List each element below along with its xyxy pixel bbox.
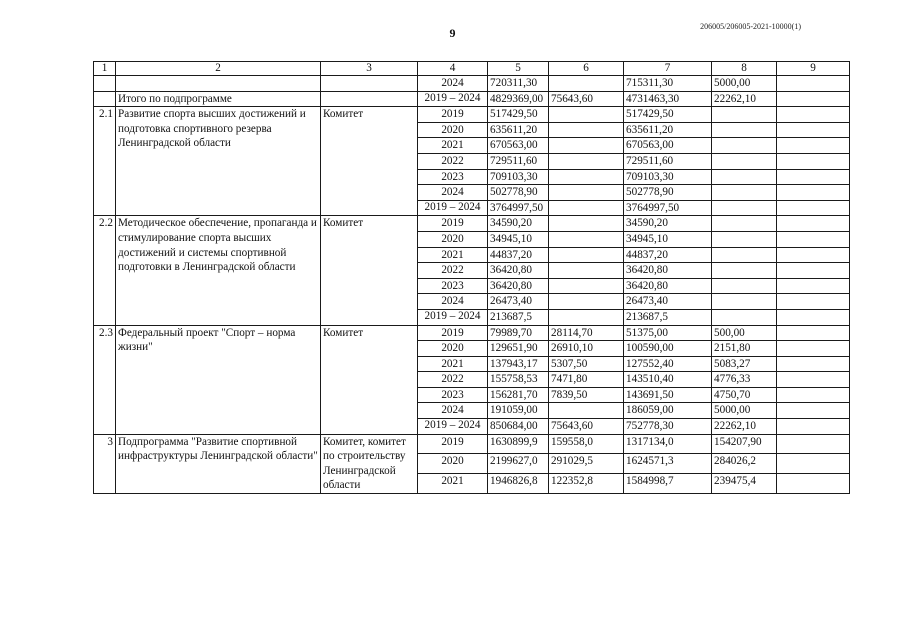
- federal-value-cell: [549, 138, 624, 154]
- year-cell: 2021: [418, 247, 488, 263]
- local-value-cell: [712, 263, 777, 279]
- local-value-cell: [712, 294, 777, 310]
- local-value-cell: [712, 309, 777, 325]
- other-value-cell: [777, 434, 850, 454]
- total-value-cell: 502778,90: [488, 185, 549, 201]
- table-row: [94, 91, 850, 107]
- other-value-cell: [777, 138, 850, 154]
- item-name-cell: Подпрограмма "Развитие спортивной инфраструктуры Ленинградской области": [116, 434, 321, 493]
- other-value-cell: [777, 91, 850, 107]
- federal-value-cell: 5307,50: [549, 356, 624, 372]
- federal-value-cell: [549, 216, 624, 232]
- total-value-cell: 2199627,0: [488, 454, 549, 474]
- federal-value-cell: 7839,50: [549, 387, 624, 403]
- other-value-cell: [777, 309, 850, 325]
- item-name-cell: Федеральный проект "Спорт – норма жизни": [116, 325, 321, 434]
- local-value-cell: [712, 185, 777, 201]
- total-value-cell: 635611,20: [488, 122, 549, 138]
- other-value-cell: [777, 341, 850, 357]
- year-cell: 2019 – 2024: [418, 309, 488, 325]
- total-value-cell: 34590,20: [488, 216, 549, 232]
- regional-value-cell: 143510,40: [624, 372, 712, 388]
- year-cell: 2024: [418, 403, 488, 419]
- regional-value-cell: 26473,40: [624, 294, 712, 310]
- column-header: 1: [94, 62, 116, 76]
- total-value-cell: 36420,80: [488, 263, 549, 279]
- local-value-cell: [712, 278, 777, 294]
- local-value-cell: 500,00: [712, 325, 777, 341]
- column-header: 8: [712, 62, 777, 76]
- other-value-cell: [777, 107, 850, 123]
- year-cell: 2021: [418, 138, 488, 154]
- federal-value-cell: [549, 403, 624, 419]
- total-value-cell: 34945,10: [488, 231, 549, 247]
- local-value-cell: 284026,2: [712, 454, 777, 474]
- other-value-cell: [777, 76, 850, 92]
- federal-value-cell: [549, 309, 624, 325]
- other-value-cell: [777, 474, 850, 494]
- year-cell: 2024: [418, 294, 488, 310]
- other-value-cell: [777, 122, 850, 138]
- federal-value-cell: 75643,60: [549, 91, 624, 107]
- other-value-cell: [777, 278, 850, 294]
- federal-value-cell: [549, 278, 624, 294]
- table-row: [94, 434, 850, 454]
- item-number-cell: 2.2: [94, 216, 116, 325]
- local-value-cell: [712, 122, 777, 138]
- regional-value-cell: 51375,00: [624, 325, 712, 341]
- total-value-cell: 137943,17: [488, 356, 549, 372]
- total-value-cell: 1946826,8: [488, 474, 549, 494]
- regional-value-cell: 186059,00: [624, 403, 712, 419]
- federal-value-cell: 159558,0: [549, 434, 624, 454]
- item-name-cell: Итого по подпрограмме: [116, 91, 321, 107]
- year-cell: 2020: [418, 122, 488, 138]
- item-number-cell: [94, 91, 116, 107]
- regional-value-cell: 44837,20: [624, 247, 712, 263]
- total-value-cell: 129651,90: [488, 341, 549, 357]
- local-value-cell: [712, 169, 777, 185]
- federal-value-cell: 26910,10: [549, 341, 624, 357]
- regional-value-cell: 1624571,3: [624, 454, 712, 474]
- regional-value-cell: 635611,20: [624, 122, 712, 138]
- regional-value-cell: 670563,00: [624, 138, 712, 154]
- executor-cell: [321, 76, 418, 92]
- federal-value-cell: 7471,80: [549, 372, 624, 388]
- regional-value-cell: 752778,30: [624, 419, 712, 435]
- other-value-cell: [777, 263, 850, 279]
- table-row: [94, 216, 850, 232]
- local-value-cell: [712, 231, 777, 247]
- column-header: 2: [116, 62, 321, 76]
- local-value-cell: 239475,4: [712, 474, 777, 494]
- year-cell: 2020: [418, 454, 488, 474]
- other-value-cell: [777, 325, 850, 341]
- table-row: [94, 76, 850, 92]
- regional-value-cell: 1584998,7: [624, 474, 712, 494]
- executor-cell: Комитет: [321, 107, 418, 216]
- total-value-cell: 26473,40: [488, 294, 549, 310]
- federal-value-cell: [549, 76, 624, 92]
- item-number-cell: 3: [94, 434, 116, 493]
- regional-value-cell: 36420,80: [624, 278, 712, 294]
- federal-value-cell: [549, 153, 624, 169]
- item-name-cell: Методическое обеспечение, пропаганда и стимулирование спорта высших достижений и системы спортивной подготовки в Ленинградской области: [116, 216, 321, 325]
- local-value-cell: 2151,80: [712, 341, 777, 357]
- year-cell: 2019 – 2024: [418, 419, 488, 435]
- other-value-cell: [777, 372, 850, 388]
- column-header: 3: [321, 62, 418, 76]
- local-value-cell: 154207,90: [712, 434, 777, 454]
- other-value-cell: [777, 403, 850, 419]
- regional-value-cell: 4731463,30: [624, 91, 712, 107]
- regional-value-cell: 3764997,50: [624, 200, 712, 216]
- total-value-cell: 44837,20: [488, 247, 549, 263]
- year-cell: 2019: [418, 325, 488, 341]
- federal-value-cell: 291029,5: [549, 454, 624, 474]
- total-value-cell: 36420,80: [488, 278, 549, 294]
- column-header: 6: [549, 62, 624, 76]
- regional-value-cell: 34945,10: [624, 231, 712, 247]
- local-value-cell: [712, 247, 777, 263]
- other-value-cell: [777, 200, 850, 216]
- local-value-cell: 4750,70: [712, 387, 777, 403]
- local-value-cell: 5083,27: [712, 356, 777, 372]
- federal-value-cell: [549, 169, 624, 185]
- year-cell: 2022: [418, 263, 488, 279]
- column-header: 7: [624, 62, 712, 76]
- year-cell: 2021: [418, 356, 488, 372]
- year-cell: 2019 – 2024: [418, 200, 488, 216]
- column-header: 5: [488, 62, 549, 76]
- total-value-cell: 4829369,00: [488, 91, 549, 107]
- local-value-cell: 22262,10: [712, 91, 777, 107]
- federal-value-cell: 122352,8: [549, 474, 624, 494]
- other-value-cell: [777, 419, 850, 435]
- year-cell: 2022: [418, 153, 488, 169]
- item-number-cell: [94, 76, 116, 92]
- other-value-cell: [777, 294, 850, 310]
- total-value-cell: 155758,53: [488, 372, 549, 388]
- federal-value-cell: [549, 294, 624, 310]
- executor-cell: Комитет: [321, 216, 418, 325]
- total-value-cell: 729511,60: [488, 153, 549, 169]
- local-value-cell: 5000,00: [712, 76, 777, 92]
- executor-cell: Комитет: [321, 325, 418, 434]
- regional-value-cell: 715311,30: [624, 76, 712, 92]
- regional-value-cell: 709103,30: [624, 169, 712, 185]
- other-value-cell: [777, 387, 850, 403]
- column-header: 4: [418, 62, 488, 76]
- other-value-cell: [777, 454, 850, 474]
- federal-value-cell: [549, 107, 624, 123]
- other-value-cell: [777, 185, 850, 201]
- year-cell: 2024: [418, 76, 488, 92]
- executor-cell: [321, 91, 418, 107]
- document-code: 206005/206005-2021-10000(1): [700, 22, 801, 31]
- regional-value-cell: 100590,00: [624, 341, 712, 357]
- regional-value-cell: 213687,5: [624, 309, 712, 325]
- regional-value-cell: 517429,50: [624, 107, 712, 123]
- federal-value-cell: 28114,70: [549, 325, 624, 341]
- other-value-cell: [777, 247, 850, 263]
- regional-value-cell: 127552,40: [624, 356, 712, 372]
- local-value-cell: [712, 200, 777, 216]
- table-row: [94, 325, 850, 341]
- total-value-cell: 670563,00: [488, 138, 549, 154]
- regional-value-cell: 143691,50: [624, 387, 712, 403]
- total-value-cell: 720311,30: [488, 76, 549, 92]
- other-value-cell: [777, 169, 850, 185]
- regional-value-cell: 34590,20: [624, 216, 712, 232]
- year-cell: 2021: [418, 474, 488, 494]
- federal-value-cell: 75643,60: [549, 419, 624, 435]
- year-cell: 2023: [418, 278, 488, 294]
- other-value-cell: [777, 216, 850, 232]
- item-name-cell: Развитие спорта высших достижений и подготовка спортивного резерва Ленинградской области: [116, 107, 321, 216]
- local-value-cell: [712, 107, 777, 123]
- item-number-cell: 2.3: [94, 325, 116, 434]
- year-cell: 2024: [418, 185, 488, 201]
- column-header: 9: [777, 62, 850, 76]
- total-value-cell: 517429,50: [488, 107, 549, 123]
- local-value-cell: 22262,10: [712, 419, 777, 435]
- year-cell: 2019: [418, 434, 488, 454]
- total-value-cell: 191059,00: [488, 403, 549, 419]
- federal-value-cell: [549, 185, 624, 201]
- total-value-cell: 3764997,50: [488, 200, 549, 216]
- other-value-cell: [777, 153, 850, 169]
- year-cell: 2022: [418, 372, 488, 388]
- federal-value-cell: [549, 200, 624, 216]
- year-cell: 2019: [418, 216, 488, 232]
- regional-value-cell: 729511,60: [624, 153, 712, 169]
- item-number-cell: 2.1: [94, 107, 116, 216]
- other-value-cell: [777, 231, 850, 247]
- regional-value-cell: 36420,80: [624, 263, 712, 279]
- local-value-cell: 5000,00: [712, 403, 777, 419]
- total-value-cell: 1630899,9: [488, 434, 549, 454]
- total-value-cell: 213687,5: [488, 309, 549, 325]
- year-cell: 2019 – 2024: [418, 91, 488, 107]
- regional-value-cell: 1317134,0: [624, 434, 712, 454]
- local-value-cell: 4776,33: [712, 372, 777, 388]
- total-value-cell: 156281,70: [488, 387, 549, 403]
- year-cell: 2020: [418, 231, 488, 247]
- item-name-cell: [116, 76, 321, 92]
- regional-value-cell: 502778,90: [624, 185, 712, 201]
- federal-value-cell: [549, 247, 624, 263]
- budget-table: [93, 61, 850, 494]
- year-cell: 2020: [418, 341, 488, 357]
- local-value-cell: [712, 153, 777, 169]
- total-value-cell: 850684,00: [488, 419, 549, 435]
- federal-value-cell: [549, 122, 624, 138]
- local-value-cell: [712, 216, 777, 232]
- local-value-cell: [712, 138, 777, 154]
- other-value-cell: [777, 356, 850, 372]
- federal-value-cell: [549, 263, 624, 279]
- column-number-row: [94, 62, 850, 76]
- year-cell: 2019: [418, 107, 488, 123]
- year-cell: 2023: [418, 387, 488, 403]
- total-value-cell: 79989,70: [488, 325, 549, 341]
- page-number: 9: [449, 26, 456, 40]
- budget-table-body: [94, 62, 850, 494]
- year-cell: 2023: [418, 169, 488, 185]
- table-row: [94, 107, 850, 123]
- executor-cell: Комитет, комитет по строительству Ленинградской области: [321, 434, 418, 493]
- total-value-cell: 709103,30: [488, 169, 549, 185]
- federal-value-cell: [549, 231, 624, 247]
